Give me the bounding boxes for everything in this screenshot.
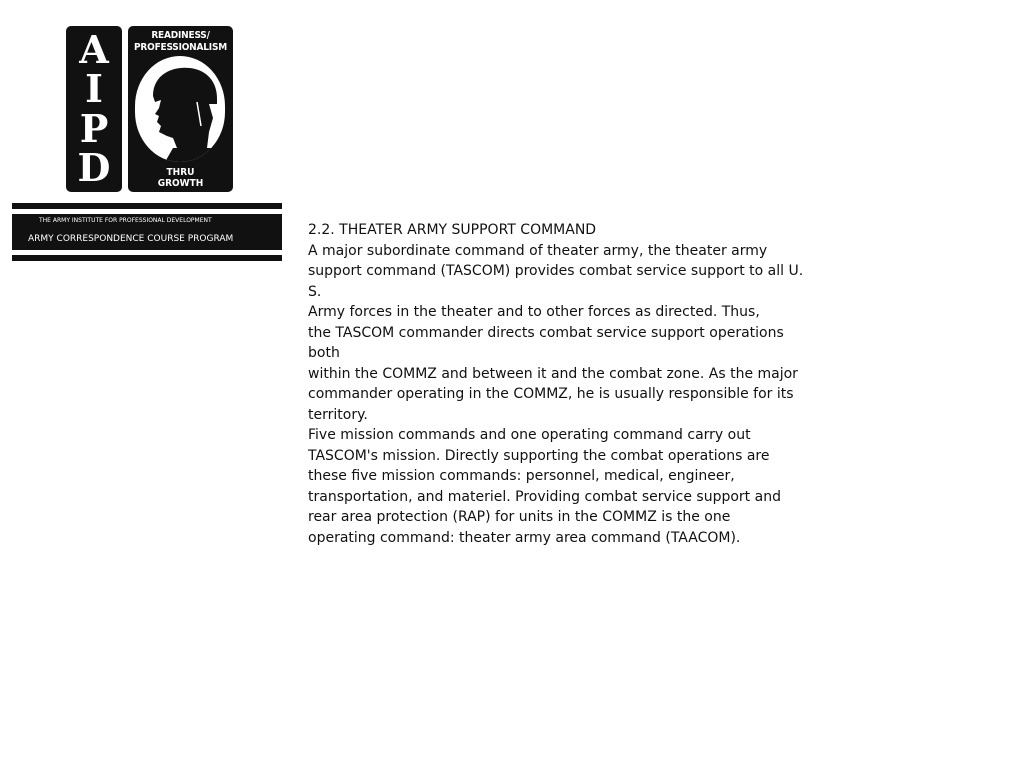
logo-emblem-panel xyxy=(128,26,233,192)
program-banner xyxy=(12,203,282,261)
text-line: the TASCOM commander directs combat service support operations xyxy=(308,324,784,341)
logo-motto-bottom-line2: GROWTH xyxy=(157,178,204,189)
logo-motto-top xyxy=(128,30,233,54)
logo-motto-top-line1: READINESS/ xyxy=(151,30,210,41)
soldier-silhouette-icon xyxy=(135,56,225,162)
banner-bottom-rule xyxy=(12,255,282,261)
text-line: TASCOM's mission. Directly supporting the combat operations are xyxy=(308,447,770,464)
logo-letter-i: I xyxy=(85,66,103,112)
text-line: within the COMMZ and between it and the combat zone. As the major xyxy=(308,365,798,382)
text-line: both xyxy=(308,345,340,361)
text-line: support command (TASCOM) provides combat service support to all U. xyxy=(308,263,804,279)
logo-motto-top-line2: PROFESSIONALISM xyxy=(134,42,227,53)
program-name: ARMY CORRESPONDENCE COURSE PROGRAM xyxy=(28,234,234,244)
logo-motto-bottom-line1: THRU xyxy=(166,167,195,178)
logo-letter-d: D xyxy=(77,145,111,191)
text-line: rear area protection (RAP) for units in the COMMZ is the one xyxy=(308,509,731,525)
document-body xyxy=(308,220,808,548)
text-line: commander operating in the COMMZ, he is usually responsible for its xyxy=(308,386,794,402)
text-line: transportation, and materiel. Providing combat service support and xyxy=(308,488,781,505)
text-line: Army forces in the theater and to other forces as directed. Thus, xyxy=(308,304,760,320)
text-line: these five mission commands: personnel, medical, engineer, xyxy=(308,468,735,484)
section-heading: 2.2. THEATER ARMY SUPPORT COMMAND xyxy=(308,222,597,238)
aipd-logo xyxy=(66,26,233,192)
logo-letter-a: A xyxy=(79,26,109,72)
banner-top-rule xyxy=(12,203,282,209)
text-line: A major subordinate command of theater army, the theater army xyxy=(308,242,768,259)
text-line: Five mission commands and one operating command carry out xyxy=(308,427,751,443)
text-line: operating command: theater army area command (TAACOM). xyxy=(308,529,741,546)
text-line: territory. xyxy=(308,406,368,423)
logo-letter-p: P xyxy=(79,105,109,151)
text-line: S. xyxy=(308,283,322,300)
banner-main-block xyxy=(12,214,282,250)
institute-name: THE ARMY INSTITUTE FOR PROFESSIONAL DEVELOPMENT xyxy=(39,217,212,224)
logo-letters-panel xyxy=(66,26,122,192)
logo-motto-bottom xyxy=(128,167,233,189)
